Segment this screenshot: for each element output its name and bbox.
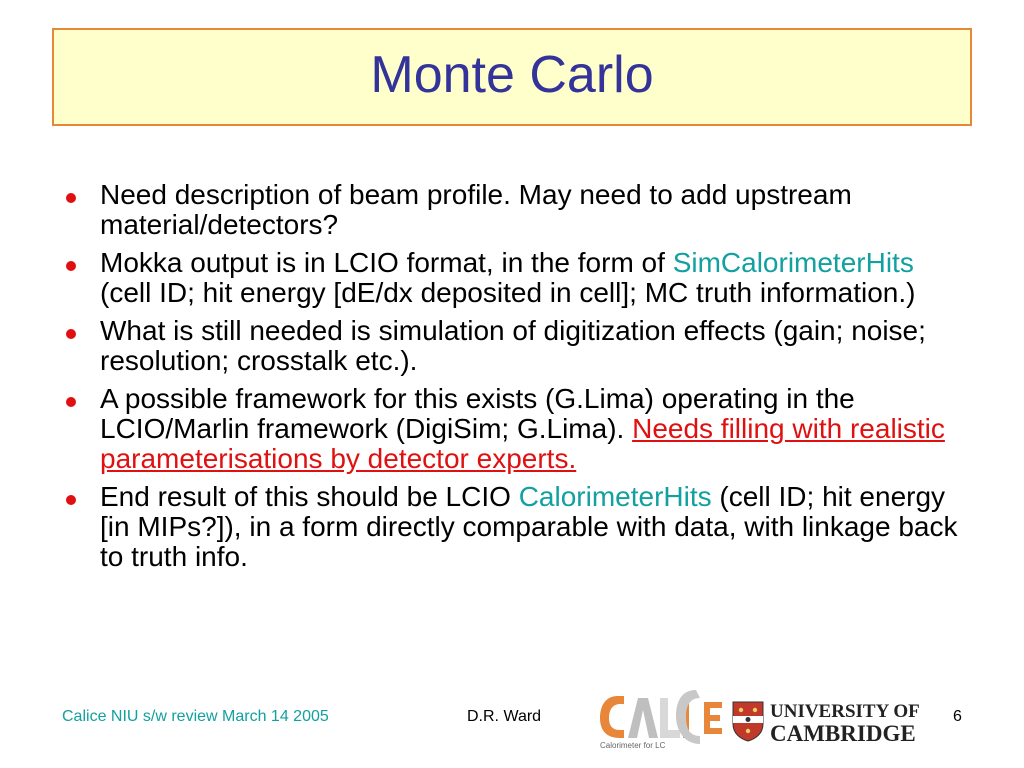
slide-title: Monte Carlo	[370, 46, 654, 104]
bullet-icon	[66, 495, 76, 505]
bullet-text-part2: (cell ID; hit energy [in MIPs?]), in a form directly comparable with data, with linkage back to truth info.	[100, 481, 958, 572]
bullet-text-part1: End result of this should be LCIO	[100, 481, 519, 512]
cambridge-line2: CAMBRIDGE	[770, 721, 916, 746]
bullet-item-beam-profile	[58, 180, 958, 240]
page-number: 6	[953, 708, 962, 725]
title-box	[52, 28, 972, 126]
bullet-icon	[66, 329, 76, 339]
cambridge-wordmark	[768, 698, 938, 746]
bullet-item-end-result	[58, 482, 958, 572]
bullet-item-framework	[58, 384, 958, 474]
bullet-icon	[66, 397, 76, 407]
bullet-text-part1: Mokka output is in LCIO format, in the form of	[100, 247, 673, 278]
calice-logo-icon	[596, 688, 726, 750]
cambridge-crest-icon	[731, 700, 765, 742]
cambridge-line1: UNIVERSITY OF	[770, 701, 920, 722]
calice-subtitle: Calorimeter for LC	[600, 741, 666, 750]
bullet-list	[58, 180, 958, 580]
bullet-item-mokka-output	[58, 248, 958, 308]
bullet-text-part2: (cell ID; hit energy [dE/dx deposited in cell]; MC truth information.)	[100, 277, 916, 308]
bullet-item-digitization	[58, 316, 958, 376]
bullet-icon	[66, 261, 76, 271]
bullet-text: What is still needed is simulation of digitization effects (gain; noise; resolution; crosstalk etc.).	[100, 315, 926, 376]
simcalorimeterhits-term: SimCalorimeterHits	[672, 247, 914, 278]
footer-event: Calice NIU s/w review March 14 2005	[62, 708, 329, 725]
bullet-text: Need description of beam profile. May need to add upstream material/detectors?	[100, 179, 852, 240]
bullet-text: A possible framework for this exists (G.Lima) operating in the LCIO/Marlin framework (DigiSim; G.Lima).	[100, 383, 855, 444]
needs-filling-link[interactable]: Needs filling with realistic parameterisations by detector experts.	[100, 413, 945, 474]
footer-author: D.R. Ward	[467, 708, 542, 725]
calorimeterhits-term: CalorimeterHits	[518, 481, 712, 512]
bullet-icon	[66, 193, 76, 203]
